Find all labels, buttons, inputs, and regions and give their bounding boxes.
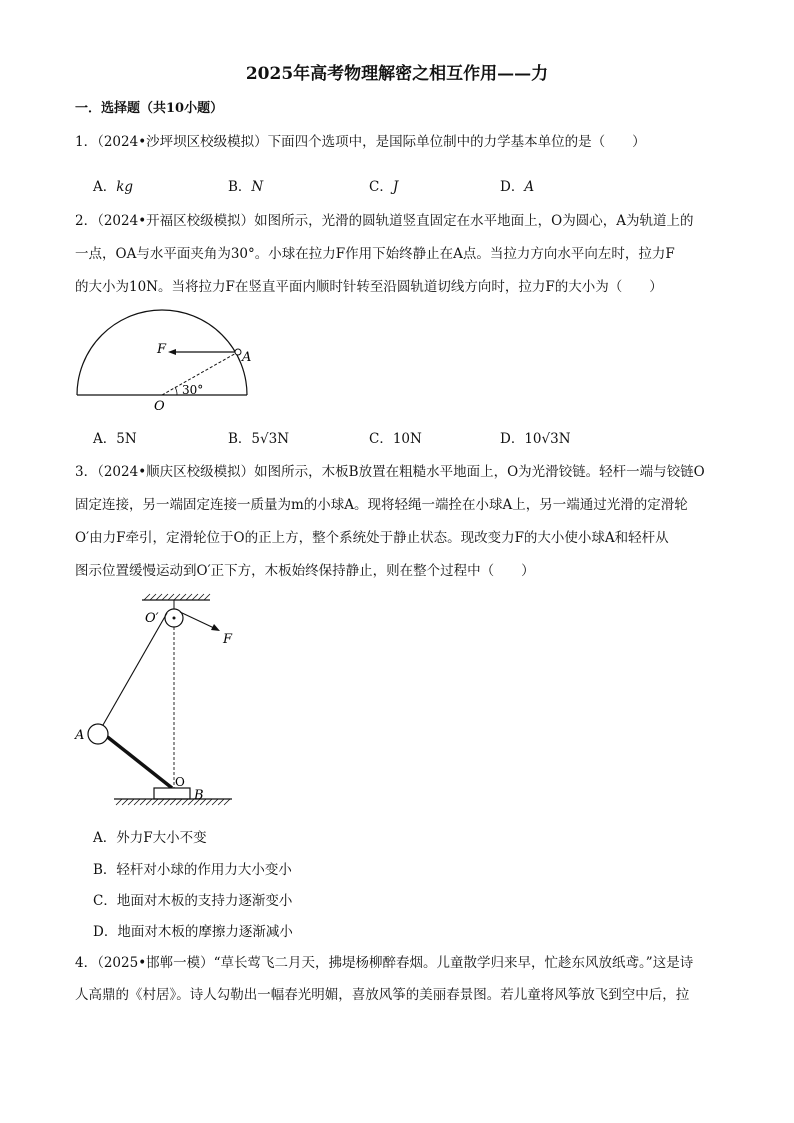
q3-stem-line-4: 图示位置缓慢运动到O′正下方，木板始终保持静止，则在整个过程中（ ） [75,563,535,579]
label-o-prime: O′ [145,611,159,626]
q2-figure-semicircle [70,305,260,415]
rope-to-ball [103,613,167,725]
force-arrowhead [168,349,176,355]
q3-stem-line-1: 3．（2024•顺庆区校级模拟）如图所示，木板B放置在粗糙水平地面上，O为光滑铰链。轻杆一端与铰链O [75,464,705,480]
q1-option-a: A．kg [93,179,134,195]
label-a: A [75,728,85,743]
q4-stem-line-2: 人高鼎的《村居》。诗人勾勒出一幅春光明媚，喜放风筝的美丽春景图。若儿童将风筝放飞到空中后，拉 [75,987,690,1003]
q3-option-b: B．轻杆对小球的作用力大小变小 [93,862,292,878]
label-f: F [157,342,167,357]
q3-figure-pulley-rod [70,588,250,818]
q1-option-c: C．J [369,179,399,195]
q2-option-d: D．10√3N [500,431,571,447]
label-f: F [223,632,233,647]
label-angle: 30° [182,383,204,397]
ball-a [88,724,108,744]
angle-arc [175,387,177,395]
ball-a [235,349,241,355]
label-b: B [194,788,204,803]
q2-stem-line-2: 一点，OA与水平面夹角为30°。小球在拉力F作用下始终静止在A点。当拉力方向水平向左时，拉力F [75,246,675,262]
q3-option-d: D．地面对木板的摩擦力逐渐减小 [93,924,293,940]
q2-stem-line-3: 的大小为10N。当将拉力F在竖直平面内顺时针转至沿圆轨道切线方向时，拉力F的大小为（ ） [75,279,663,295]
q3-option-c: C．地面对木板的支持力逐渐变小 [93,893,293,909]
q4-stem-line-1: 4．（2025•邯郸一模）“草长莺飞二月天，拂堤杨柳醉春烟。儿童散学归来早，忙趁东风放纸鸢。”这是诗 [75,955,694,971]
q2-stem-line-1: 2．（2024•开福区校级模拟）如图所示，光滑的圆轨道竖直固定在水平地面上，O为圆心，A为轨道上的 [75,213,694,229]
q1-stem: 1．（2024•沙坪坝区校级模拟）下面四个选项中，是国际单位制中的力学基本单位的是（ ） [75,134,646,150]
ground-hatch [116,799,230,805]
ceiling-hatch [144,594,210,600]
label-o: O [154,399,165,414]
q3-stem-line-2: 固定连接，另一端固定连接一质量为m的小球A。现将轻绳一端拴在小球A上，另一端通过光滑的定滑轮 [75,497,688,513]
q2-option-c: C．10N [369,431,422,447]
page-title: 2025年高考物理解密之相互作用——力 [245,64,549,84]
q1-option-b: B．N [228,179,264,195]
section-heading: 一．选择题（共10小题） [75,101,224,116]
q3-stem-line-3: O′由力F牵引，定滑轮位于O的正上方，整个系统处于静止状态。现改变力F的大小使小球A和轻杆从 [75,530,669,546]
label-o: O [175,775,185,789]
rope-to-f [180,612,214,628]
q2-option-a: A．5N [93,431,137,447]
q2-option-b: B．5√3N [228,431,290,447]
q1-option-d: D．A [500,179,535,195]
force-arrowhead [211,624,220,631]
q3-option-a: A．外力F大小不变 [93,830,207,846]
pulley-axle [173,617,176,620]
board-b [154,788,190,799]
light-rod [105,735,172,788]
label-a: A [242,350,252,365]
